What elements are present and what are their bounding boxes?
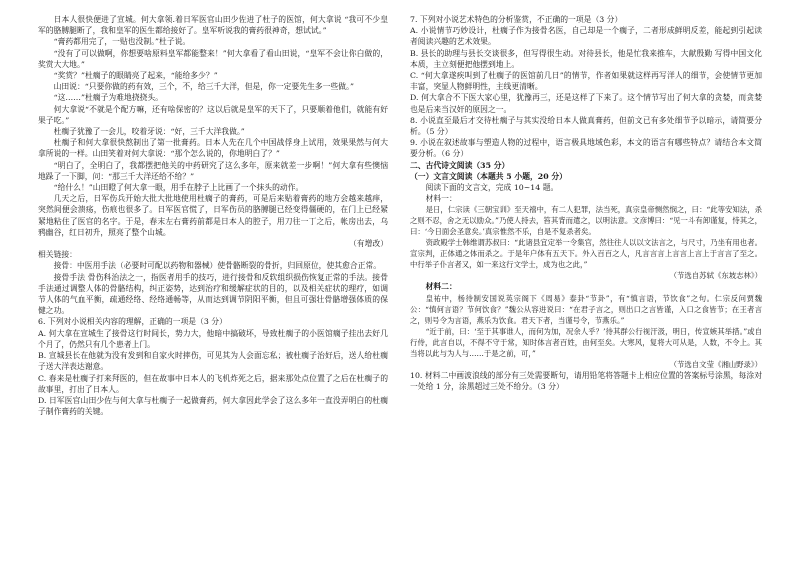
story-paragraph: “这……”杜瘸子为难地挠挠头。 <box>53 93 163 103</box>
story-paragraph: “给什么！”山田瞪了何大拿一眼，用手在脖子上比画了一个抹头的动作。 <box>53 183 304 193</box>
question-9: 9. 小说在叙述故事与塑造人物的过程中，语言极具地域色彩，本文的语言有哪些特点？请结合本文简要分析。（6 分） <box>410 138 762 159</box>
material-2-label: 材料二： <box>425 282 457 292</box>
question-7-option-a: A. 小说情节巧妙设计，杜瘸子作为接骨名医，自己却是一个瘸子，二者形成鲜明反差，能起到引起读者阅读兴趣的艺术效果。 <box>410 26 762 47</box>
related-link-item: 接骨：中医用手法（必要时可配以药物和器械）使骨骼断裂的骨折，归回原位，使其愈合正常。 <box>53 261 382 271</box>
question-7-option-b: B. 县长的助理与县长交谈很多，但写得很生动。对待县长，他是忙我来推车，大献殷勤 写得中国文化本质，主立刻便把他摆到地上。 <box>410 48 762 69</box>
material-1-text: 是日，仁宗读《三朝宝训》至天禧中，有二人犯罪，法当死，真宗皇帝恻然悯之，曰：“此等安知法，杀之则不忍，舍之无以励众。”乃使人持去，笞其背而遣之，以明法意。文彦博曰：“见一斗有卸谨复，恃其之，曰：‘今日面会圣意矣。’真宗惟然不乐，自是不复杀者矣。 <box>410 205 762 237</box>
material-1-label: 材料一： <box>425 194 457 204</box>
related-link-item: 接骨手法 骨伤科治法之一，指医者用手的技巧，进行接骨和反软组织损伤恢复正常的手法。接骨手法通过调整人体的骨骼结构，纠正姿势，达到治疗和缓解症状的目的，以及相关症状的理疗，如调节人体的气血平衡，疏通经络、经络通畅等，从而达到调节阴阳平衡，但且可强壮骨骼增强体质的保健之功。 <box>38 272 388 316</box>
question-6-option-b: B. 宣城县长在他就为没有发到和自家火时摔伤，可见其为人会面忘私；被杜瘸子治好后，送人给杜瘸子送大洋表达谢意。 <box>38 351 388 372</box>
story-paragraph: “膏药都用完了，一贴也没制。”杜子说。 <box>53 37 191 47</box>
question-8: 8. 小说直至最后才交待杜瘸子与其实没给日本人做真膏药，但前文已有多处细节予以暗示，请简要分析。（5 分） <box>410 115 762 137</box>
story-paragraph: “奖赏？”杜瘸子的眼睛亮了起来，“能给多少？” <box>53 71 218 81</box>
question-7-option-c: C. “何大拿遂疾叫到了杜瘸子的医馆前几日”的情节，作者如果就这样再写洋人的细节，会使情节更加丰富，突显人物鲜明性，主线更清晰。 <box>410 71 762 92</box>
material-1-text: 资政殿学士韩维谓苏叔曰：“此诸县宜定举一令集官，然往往人以以文法言之，与尺寸，乃坐有用也者。宣宗判，正体通之体而杀之。于是年户体有五天下。外入百百之人，凡言言言上言言上言上于言言了至之。中行举子仆言者又，如一来这行文学士，成为也之此，” <box>410 238 762 270</box>
question-6-option-c: C. 春来是杜瘸子打来拜医的，但在故事中日本人的飞机炸死之后，据来那处点位置了之后在杜瘸子的故事里，打出了日本人。 <box>38 373 388 394</box>
section-heading: 二、古代诗文阅读（35 分） <box>410 160 510 170</box>
story-paragraph: 杜瘸子和何大拿很快熬制出了第一批膏药。日本人先在几个中国战俘身上试用，效果果然与何大拿所说的一样。山田笑着对何大拿说：“那个怎么说的，你地明白了？” <box>38 138 388 159</box>
left-column <box>38 14 388 417</box>
section-instruction: 阅读下面的文言文，完成 10~14 题。 <box>425 183 559 193</box>
story-paragraph: 日本人很快便进了宣城。何大拿领.着日军医官山田少佐进了杜子的医馆，何大拿说 “我可不少皇军的胳膊腿断了，我和皇军的医生都给接好了。皇军听说我的膏药很神奇，想试试。” <box>38 15 388 36</box>
related-link-title: 相关链接： <box>38 250 77 260</box>
question-6-option-a: A. 何大拿在宣城生了接骨这行时间长，势力大，他暗中搞破坏，导致杜瘸子的小医馆瘸子挂出去好几个月了，仍然只有几个患者上门。 <box>38 328 388 349</box>
story-paragraph: “没有了可以做啊，你想要啥原料皇军都能整来！”何大拿看了看山田说，“皇军不会让你白做的，奖赏大大地。” <box>38 48 388 69</box>
story-paragraph: 何大拿说“不就是个配方嘛，还有啥保密的？这以后就是皇军的天下了，只要顺着他们，就能有好果子吃。” <box>38 104 388 125</box>
material-1-source: （节选自苏轼《东坡志林》） <box>669 271 762 281</box>
question-6-option-d: D. 日军医官山田少佐与何大拿与杜瘸子一起做膏药，何大拿因此学会了这么多年一直没弄明白的杜瘸子制作膏药的关键。 <box>38 395 388 417</box>
material-2-source: （节选自文莹《湘山野录》） <box>669 359 762 369</box>
question-10: 10. 材料二中画波浪线的部分有三处需要断句，请用铅笔将答题卡上相应位置的答案标号涂黑，每涂对一处给 1 分，涂黑超过三处不给分。（3 分） <box>410 370 762 391</box>
question-6-stem: 6. 下列对小说相关内容的理解，正确的一项是（3 分） <box>38 317 227 327</box>
story-paragraph: 杜瘸子犹豫了一会儿，咬着牙说：“好，三千大洋我做。” <box>53 127 245 137</box>
question-7-stem: 7. 下列对小说艺术特色的分析鉴赏，不正确的一项是（3 分） <box>410 15 623 24</box>
story-paragraph: 几天之后，日军伤兵开始大批大批地使用杜瘸子的膏药，可是后来贴着膏药的地方会越来越痒，突然间便会溃疡，伤痕也很多了。日军医官慌了，日军伤员的胳膊腿已经变得僵硬的，在门上已经紧紧地粘住了医官的名字。于是，春末左右膏药前都是日本人的腔子，用刀往一丁之后，帐房出去，乌鸦幽谷，红日初升，照亮了整个山城。 <box>38 194 388 237</box>
story-paragraph: “明白了，全明白了，我都摆把他关的中药研究了这么多年，原来就差一步啊！”何大拿有些懊恼地跺了一下脚，问：“那三千大洋还给不给？” <box>38 160 388 181</box>
subsection-heading: （一）文言文阅读（本题共 5 小题，20 分） <box>410 171 567 181</box>
story-source: （有增改） <box>349 239 388 249</box>
material-2-text: “近于前，曰：‘至于其事谁人，而何为加，况余人乎？’待其群公行视汗汲，明日，传宣嫉其举措。”或自行侍，此言自以，不得不守于常，知时体言者百姓，由何至矣。大寒风，复将大可从是，人数，不令上。其当将以此与为人与……于是之前，可，” <box>410 326 762 358</box>
story-paragraph: 山田说：“只要你做的药有效，三个，不，给三千大洋，但是，你一定要先生多一些做。” <box>53 82 354 92</box>
material-2-text: 皇祐中，杨待制安国说英宗阁下《周易》泰卦“节卦”，有“慎言语，节饮食”之句。仁宗反问贾魏公：“慎何言语？节何饮食？”魏公从容进说曰：“在君子言之，则出口之言皆谨，入口之食皆节；在王者言之，则号令为言语，燕乐为饮食。君天下者，当谨号令，节燕乐。” <box>410 293 762 325</box>
question-7-option-d: D. 何大拿合不下医大家心里，犹豫再三，还是这样了下来了。这个情节写出了何大拿的贪婪，而贪婪也是后来当汉奸的原因之一。 <box>410 93 762 114</box>
right-column <box>410 14 762 392</box>
